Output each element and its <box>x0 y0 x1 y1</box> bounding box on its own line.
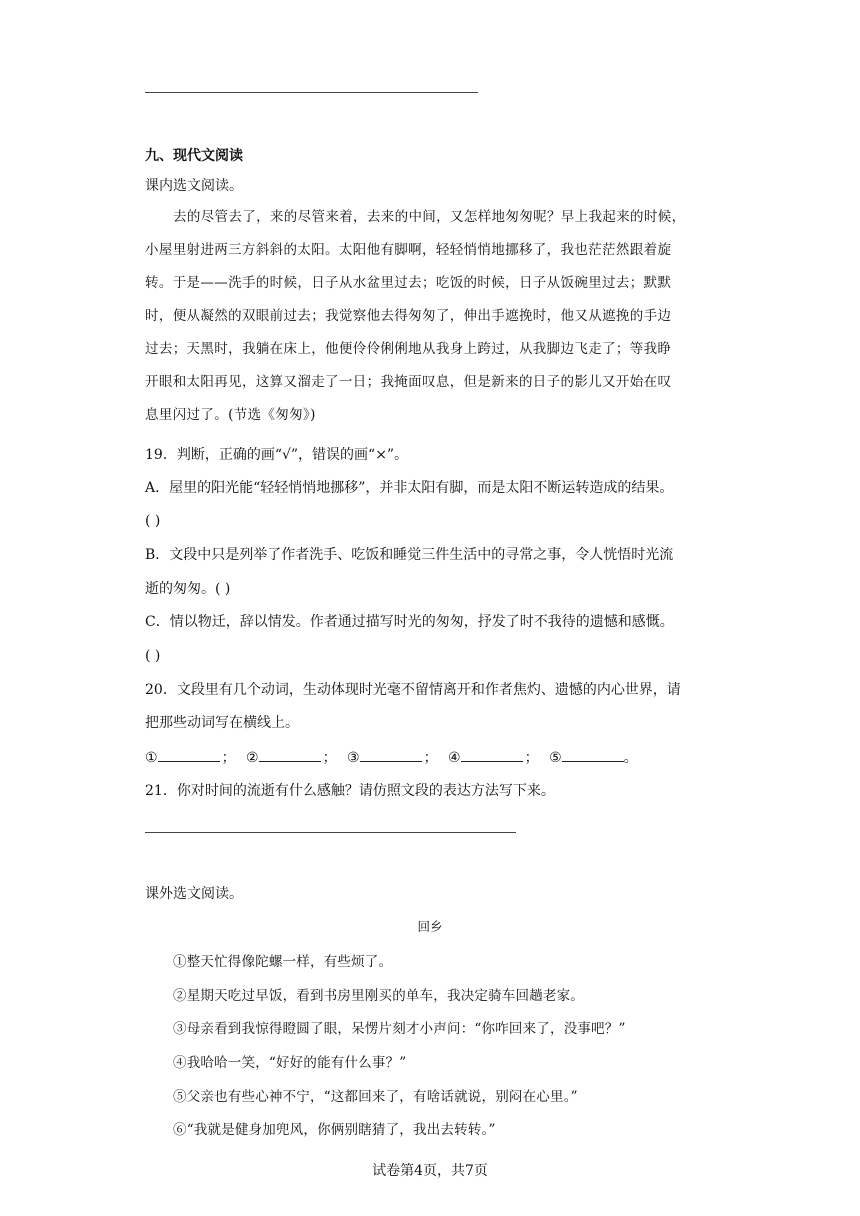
q19-option-b: B．文段中只是列举了作者洗手、吃饭和睡觉三件生活中的寻常之事，令人恍悟时光流 <box>145 547 674 563</box>
blank-mark: ② <box>246 750 259 766</box>
extra-line: ⑤父亲也有些心神不宁，“这都回来了，有啥话就说，别闷在心里。” <box>173 1089 578 1105</box>
q21-answer-line[interactable] <box>145 832 516 833</box>
page-footer: 试卷第4页，共7页 <box>372 1163 488 1179</box>
passage-line: 时，便从凝然的双眼前过去；我觉察他去得匆匆了，伸出手遮挽时，他又从遮挽的手边 <box>145 308 672 324</box>
extra-line: ③母亲看到我惊得瞪圆了眼，呆愣片刻才小声问：“你咋回来了，没事吧？” <box>173 1021 626 1037</box>
extra-line: ①整天忙得像陀螺一样，有些烦了。 <box>173 954 393 970</box>
q19-answer-a[interactable]: ( ) <box>145 513 161 529</box>
q20-blanks <box>145 747 638 768</box>
answer-blank-5[interactable] <box>562 747 624 762</box>
blank-sep: ； <box>221 750 236 766</box>
blank-mark: ⑤ <box>549 750 562 766</box>
answer-blank-4[interactable] <box>461 747 523 762</box>
q21-stem: 21．你对时间的流逝有什么感触？请仿照文段的表达方法写下来。 <box>145 783 555 799</box>
blank-sep: ； <box>322 750 337 766</box>
passage-line: 开眼和太阳再见，这算又溜走了一日；我掩面叹息，但是新来的日子的影儿又开始在叹 <box>145 374 672 390</box>
blank-mark: ③ <box>347 750 360 766</box>
answer-line-top <box>145 92 478 93</box>
q20-stem: 20．文段里有几个动词，生动体现时光毫不留情离开和作者焦灼、遗憾的内心世界，请 <box>145 682 681 698</box>
extra-line: ②星期天吃过早饭，看到书房里刚买的单车，我决定骑车回趟老家。 <box>173 988 584 1004</box>
blank-sep: ； <box>524 750 539 766</box>
blank-end: 。 <box>623 750 638 766</box>
extra-title: 回乡 <box>417 919 443 934</box>
extra-line: ④我哈哈一笑，“好好的能有什么事？” <box>173 1055 407 1071</box>
q19-option-a: A．屋里的阳光能“轻轻悄悄地挪移”，并非太阳有脚，而是太阳不断运转造成的结果。 <box>145 480 674 496</box>
blank-mark: ④ <box>448 750 461 766</box>
q19-option-c: C．情以物迁，辞以情发。作者通过描写时光的匆匆，抒发了时不我待的遗憾和感慨。 <box>145 614 674 630</box>
answer-blank-1[interactable] <box>158 747 220 762</box>
section-title: 九、现代文阅读 <box>145 148 243 164</box>
q20-stem-cont: 把那些动词写在横线上。 <box>145 715 299 731</box>
answer-blank-2[interactable] <box>259 747 321 762</box>
passage-line: 息里闪过了。(节选《匆匆》) <box>145 407 316 423</box>
passage-line: 过去；天黑时，我躺在床上，他便伶伶俐俐地从我身上跨过，从我脚边飞走了；等我睁 <box>145 341 672 357</box>
blank-mark: ① <box>145 750 158 766</box>
passage-line: 去的尽管去了，来的尽管来着，去来的中间，又怎样地匆匆呢？早上我起来的时候， <box>173 209 686 225</box>
answer-blank-3[interactable] <box>360 747 422 762</box>
passage-line: 转。于是——洗手的时候，日子从水盆里过去；吃饭的时候，日子从饭碗里过去；默默 <box>145 275 672 291</box>
blank-sep: ； <box>423 750 438 766</box>
extra-line: ⑥“我就是健身加兜风，你俩别瞎猜了，我出去转转。” <box>173 1122 496 1138</box>
passage <box>145 201 685 432</box>
extra-intro: 课外选文阅读。 <box>145 886 243 902</box>
q19-option-b-cont[interactable]: 逝的匆匆。( ) <box>145 581 231 597</box>
q19-answer-c[interactable]: ( ) <box>145 648 161 664</box>
section-intro: 课内选文阅读。 <box>145 178 243 194</box>
passage-line: 小屋里射进两三方斜斜的太阳。太阳他有脚啊，轻轻悄悄地挪移了，我也茫茫然跟着旋 <box>145 242 672 258</box>
q19-stem: 19．判断，正确的画“√”，错误的画“×”。 <box>145 447 409 463</box>
